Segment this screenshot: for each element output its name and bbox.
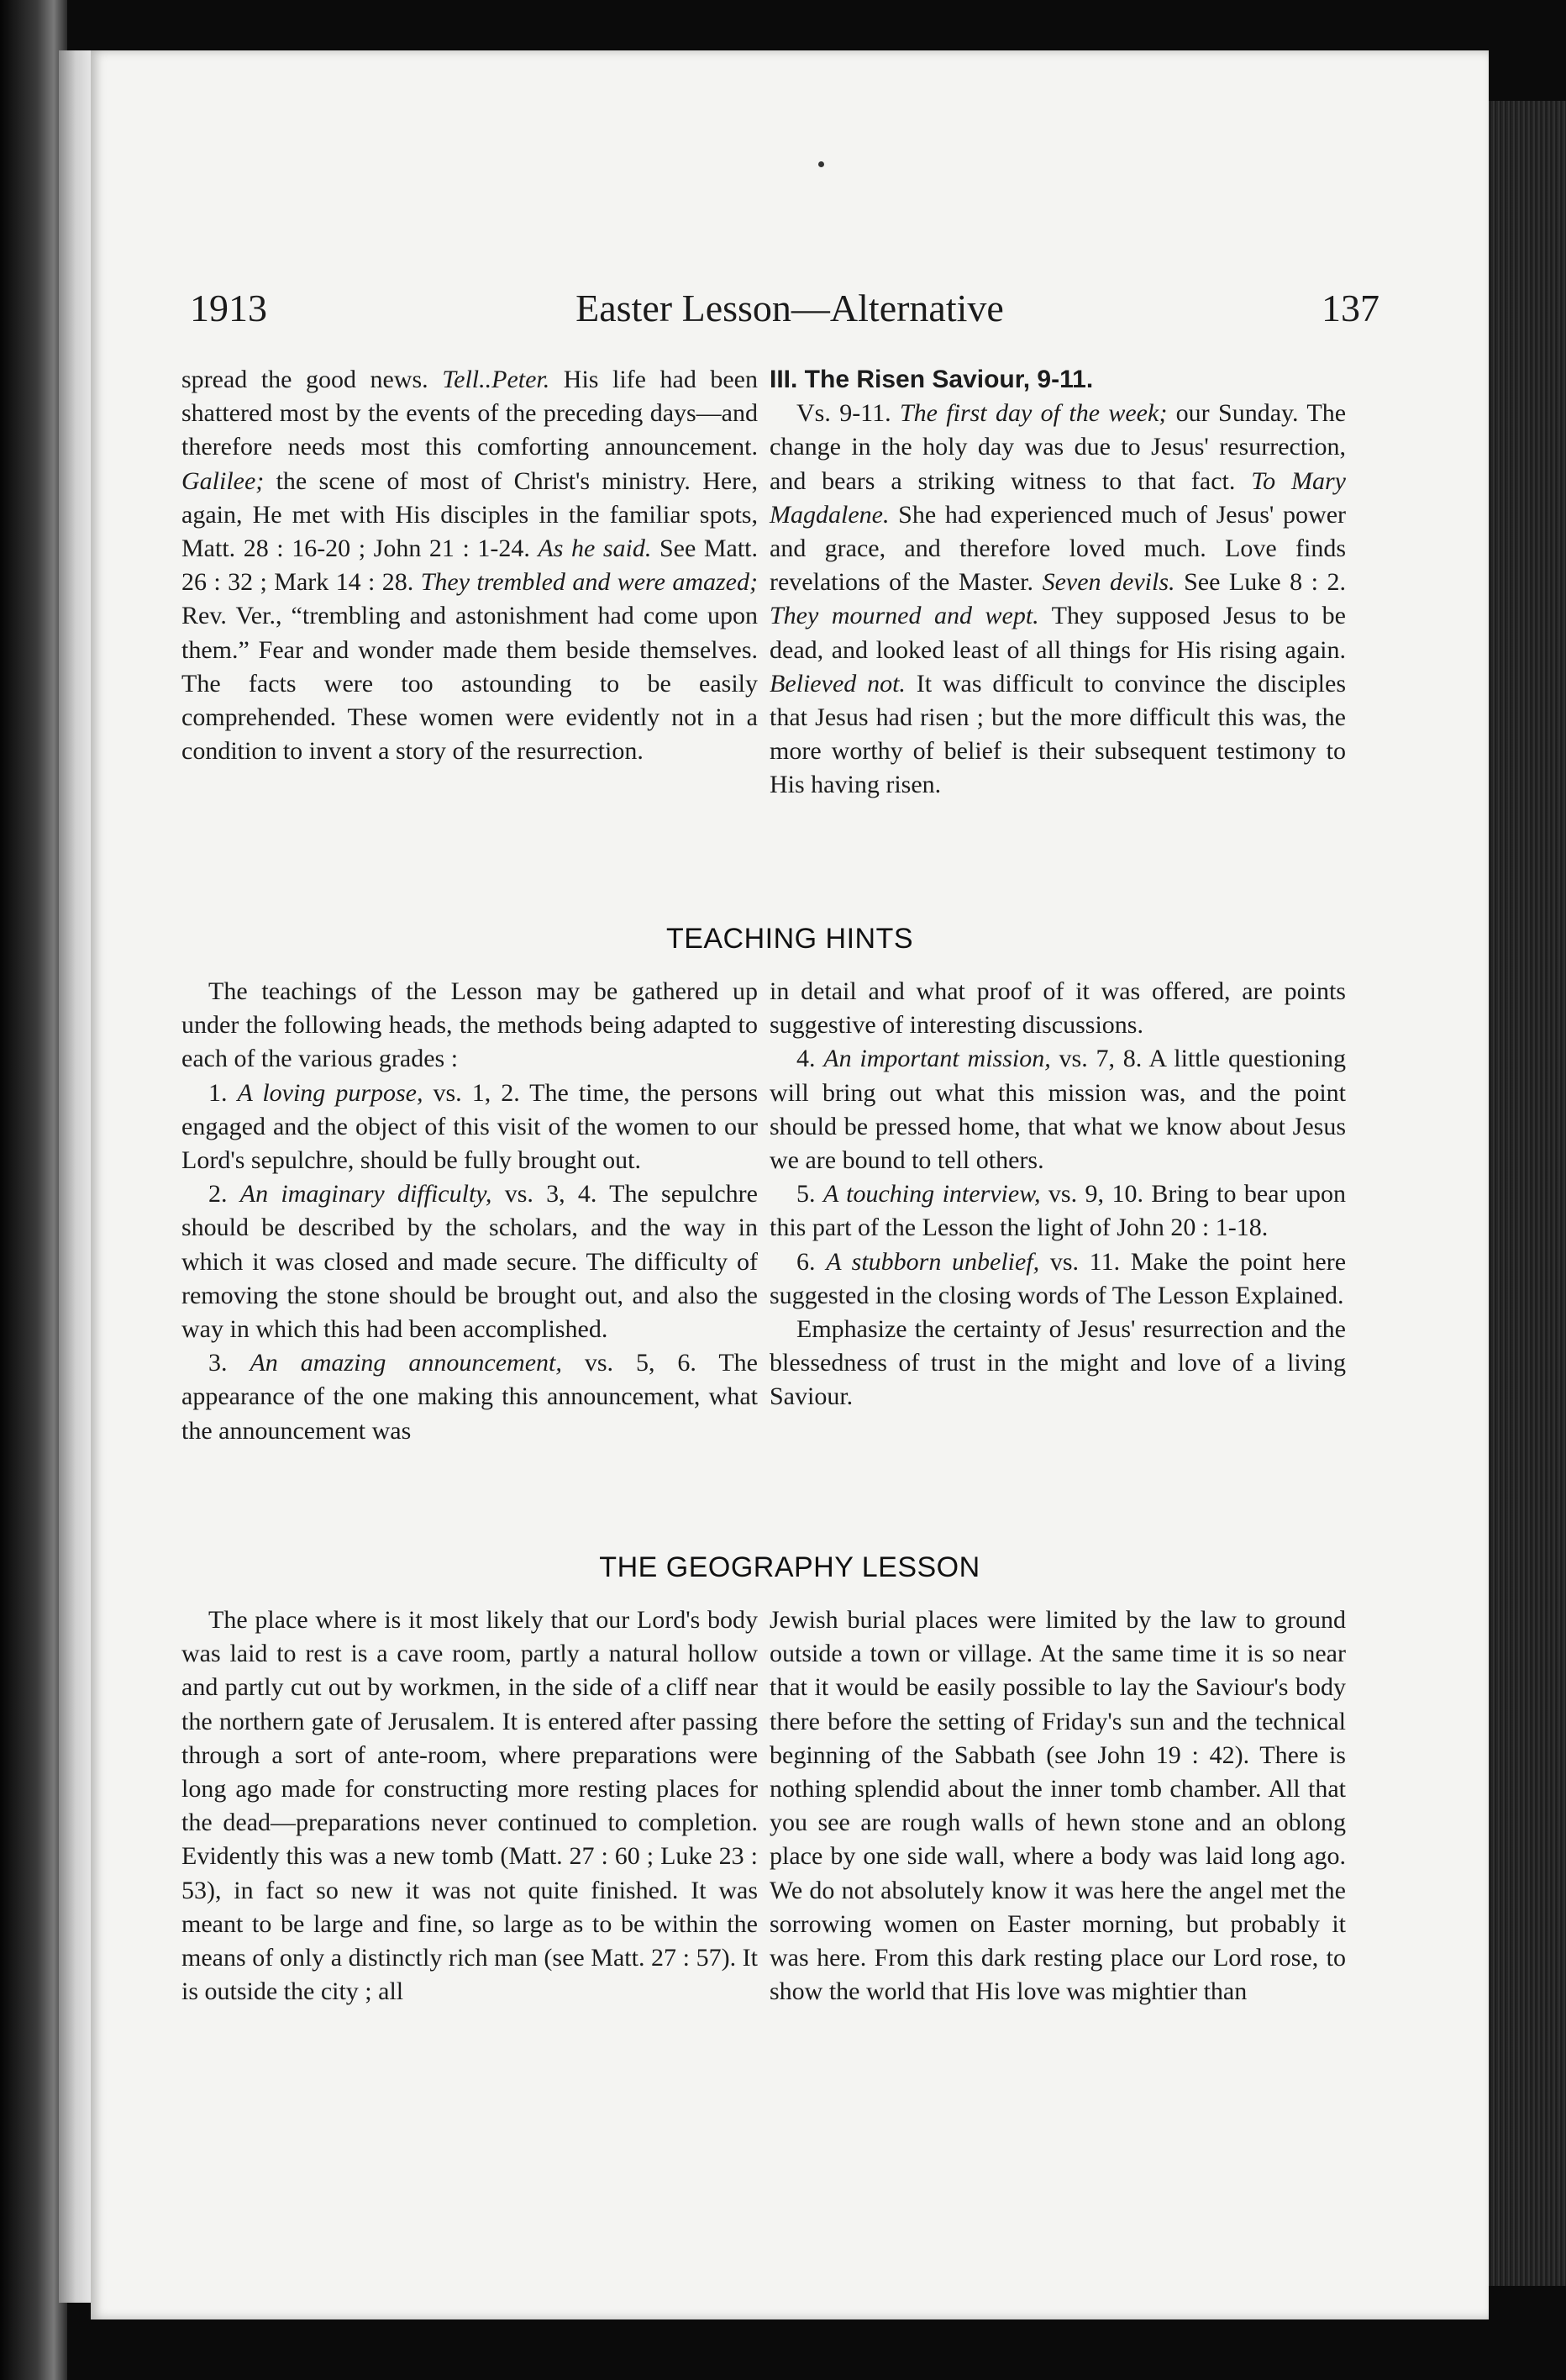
italic-text: An imaginary difficulty, — [239, 1180, 492, 1208]
section1-right-column — [770, 363, 1346, 803]
text-run: It was difficult to convince the disciples that Jesus had risen ; but the more difficult this was, the more worthy of belief is their subsequent testimony to His having risen. — [770, 669, 1347, 799]
text-run: 5. — [796, 1180, 823, 1208]
text-run: His life had been shattered most by the events of the preceding days—and therefore needs most this comforting announcement. — [181, 366, 758, 461]
text-run: Jewish burial places were limited by the law to ground outside a town or village. At the same time it is so near that it would be easily possible to lay the Saviour's body there before the setting of Friday's sun and the technical beginning of the Sabbath (see John 19 : 42). There is nothing splendid about the inner tomb chamber. All that you see are rough walls of hewn stone and an oblong place by one side wall, where a body was laid long ago. We do not absolutely know it was here the angel met the sorrowing women on Easter morning, but probably it was here. From this dark resting place our Lord rose, to show the world that His love was mightier than — [770, 1606, 1346, 2006]
teaching-hints-left-column — [181, 975, 758, 1448]
geography-right-column — [770, 1603, 1346, 2009]
italic-text: Seven devils. — [1042, 568, 1175, 597]
paragraph — [770, 1313, 1346, 1414]
italic-text: An amazing announcement, — [250, 1349, 562, 1377]
paragraph — [770, 1177, 1346, 1245]
paragraph — [770, 1603, 1346, 2009]
text-run: Rev. Ver., “trembling and astonishment had come upon them.” Fear and wonder made them beside themselves. The facts were too astounding to be easily comprehended. These women were evidently not in a condition to invent a story of the resurrection. — [181, 602, 758, 766]
text-run: They supposed Jesus to be dead, and looked least of all things for His rising again. — [770, 602, 1346, 664]
text-run: 4. — [796, 1045, 824, 1073]
italic-text: They mourned and wept. — [770, 602, 1039, 630]
italic-text: Tell..Peter. — [442, 366, 550, 393]
geography-left-column — [181, 1603, 758, 2009]
paragraph — [770, 1245, 1346, 1313]
paragraph — [770, 397, 1346, 802]
text-run: vs. 9, 10. Bring to bear upon this part of the Lesson the light of John 20 : 1-18. — [770, 1180, 1346, 1242]
text-run: The teachings of the Lesson may be gathered up under the following heads, the methods being adapted to each of the various grades : — [181, 977, 758, 1073]
paragraph — [181, 1346, 758, 1448]
text-run: vs. 1, 2. The time, the persons engaged and the object of this visit of the women to our Lord's sepulchre, should be fully brought out. — [181, 1078, 758, 1175]
text-run: in detail and what proof of it was offered, are points suggestive of interesting discussions. — [770, 977, 1346, 1040]
page-spine-shadow — [59, 50, 92, 2303]
text-run: vs. 7, 8. A little questioning will bring out what this mission was, and the point should be pressed home, that what we know about Jesus we are bound to tell others. — [770, 1045, 1347, 1175]
text-run: Emphasize the certainty of Jesus' resurrection and the blessedness of trust in the might and love of a living Saviour. — [770, 1315, 1346, 1411]
paragraph — [181, 363, 758, 768]
text-run: 6. — [796, 1247, 827, 1276]
italic-text: They trembled and were amazed; — [420, 568, 758, 597]
paragraph — [770, 1042, 1346, 1177]
text-run: 3. — [208, 1349, 250, 1377]
text-run: our Sunday. The change in the holy day was due to Jesus' resurrection, and bears a striking witness to that fact. — [770, 399, 1347, 495]
paragraph — [181, 1177, 758, 1346]
teaching-hints-heading: TEACHING HINTS — [665, 923, 914, 955]
italic-text: The first day of the week; — [899, 399, 1168, 428]
text-run: vs. 3, 4. The sepulchre should be described by the scholars, and the way in which it was closed and made secure. The difficulty of removing the stone should be brought out, and also the way in which this had been accomplished. — [181, 1180, 758, 1344]
subheading-risen-saviour: III. The Risen Saviour, 9-11. — [770, 366, 1094, 393]
text-run: Vs. 9-11. — [796, 399, 900, 428]
paragraph — [770, 975, 1346, 1042]
page-number: 137 — [1322, 287, 1379, 329]
section1-left-column — [181, 363, 758, 768]
scan-left-edge — [0, 0, 67, 2380]
italic-text: A stubborn unbelief, — [826, 1247, 1040, 1276]
text-run: See Luke 8 : 2. — [1174, 568, 1347, 597]
italic-text: A loving purpose, — [237, 1078, 423, 1107]
paragraph — [181, 1603, 758, 2009]
text-run: See Matt. 26 : 32 ; Mark 14 : 28. — [181, 534, 758, 597]
italic-text: An important mission, — [823, 1045, 1051, 1073]
italic-text: As he said. — [538, 534, 652, 563]
italic-text: Believed not. — [770, 669, 906, 698]
text-run: vs. 11. Make the point here suggested in the closing words of The Lesson Explained. — [770, 1247, 1347, 1309]
text-run: the scene of most of Christ's ministry. Here, again, He met with His disciples in the familiar spots, Matt. 28 : 16-20 ; John 21 : 1-24. — [181, 466, 758, 563]
header-title: Easter Lesson—Alternative — [575, 287, 1004, 329]
geography-lesson-heading: THE GEOGRAPHY LESSON — [599, 1551, 980, 1583]
book-page — [91, 50, 1489, 2319]
text-run: vs. 5, 6. The appearance of the one making this announcement, what the announcement was — [181, 1349, 758, 1445]
header-year: 1913 — [190, 287, 267, 329]
printer-mark — [818, 161, 824, 167]
text-run: The place where is it most likely that our Lord's body was laid to rest is a cave room, partly a natural hollow and partly cut out by workmen, in the side of a cliff near the northern gate of Jerusalem. It is entered after passing through a sort of ante-room, where preparations were long ago made for constructing more resting places for the dead—preparations never continued to completion. Evidently this was a new tomb (Matt. 27 : 60 ; Luke 23 : 53), in fact so new it was not quite finished. It was meant to be large and fine, so large as to be within the means of only a distinctly rich man (see Matt. 27 : 57). It is outside the city ; all — [181, 1606, 758, 2006]
teaching-hints-right-column — [770, 975, 1346, 1414]
text-run: 2. — [208, 1180, 240, 1208]
italic-text: A touching interview, — [822, 1180, 1041, 1208]
italic-text: To Mary Magdalene. — [770, 466, 1347, 529]
paragraph — [181, 975, 758, 1077]
italic-text: Galilee; — [181, 466, 265, 495]
text-run: spread the good news. — [181, 366, 443, 393]
book-page-edges — [1487, 101, 1566, 2286]
text-run: 1. — [208, 1078, 238, 1107]
text-run: She had experienced much of Jesus' power and grace, and therefore loved much. Love finds revelations of the Master. — [770, 500, 1346, 597]
paragraph — [181, 1077, 758, 1178]
